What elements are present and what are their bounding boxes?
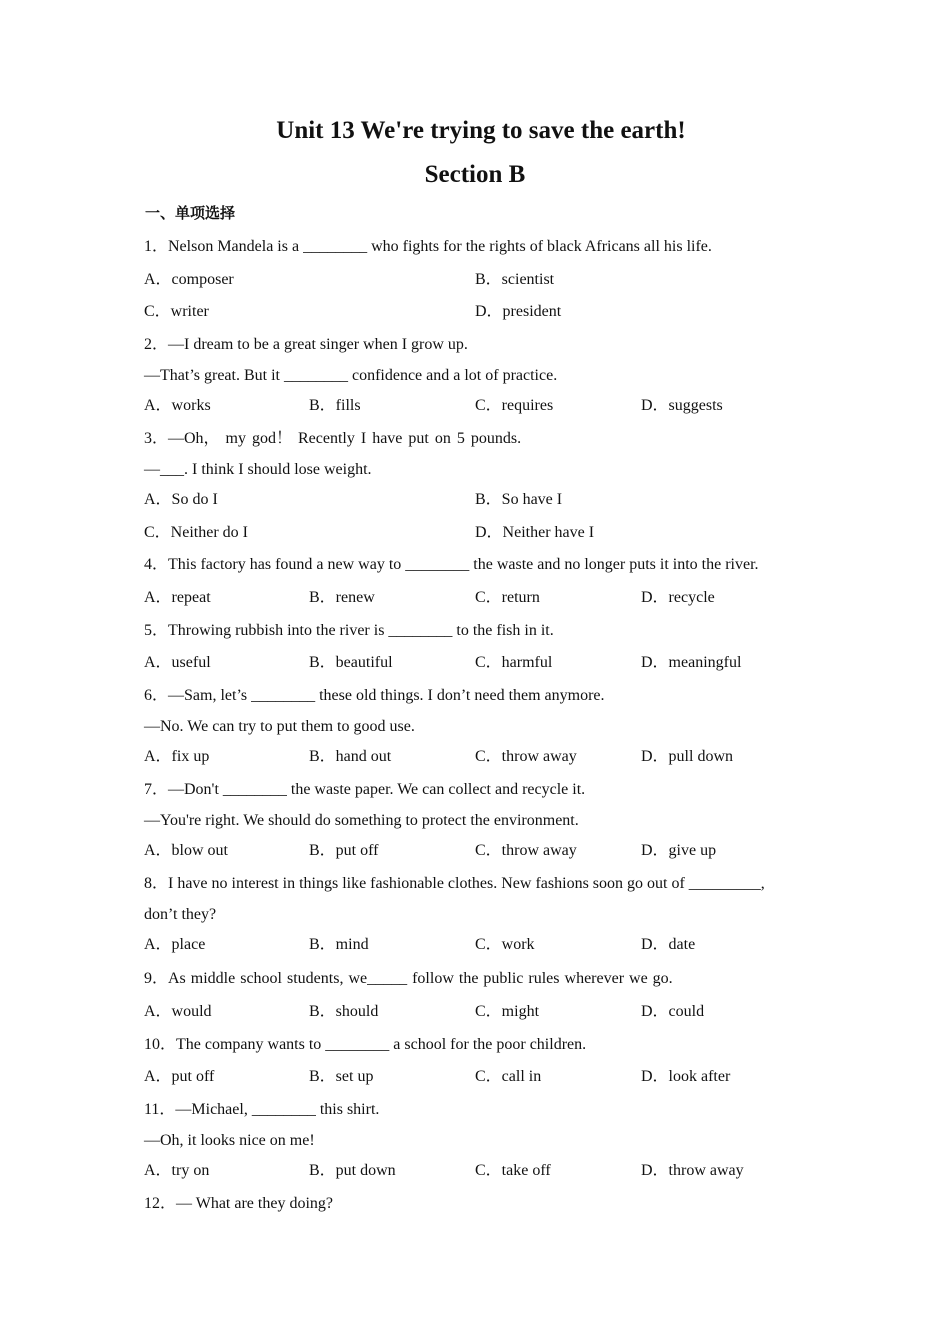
question-8-option-b: B．mind [309, 936, 369, 953]
question-4-option-b: B．renew [309, 589, 375, 606]
question-6-option-b: B．hand out [309, 748, 392, 765]
question-11-option-d: D．throw away [641, 1162, 744, 1179]
question-8-stem: 8．I have no interest in things like fashionable clothes. New fashions soon go out of _________, [144, 875, 765, 892]
question-2-option-c: C．requires [475, 397, 554, 414]
question-11-reply: —Oh, it looks nice on me! [144, 1132, 315, 1149]
question-4-option-d: D．recycle [641, 589, 715, 606]
question-1-option-b: B．scientist [475, 271, 555, 288]
question-5-option-b: B．beautiful [309, 654, 393, 671]
question-6-option-c: C．throw away [475, 748, 577, 765]
question-5-option-c: C．harmful [475, 654, 553, 671]
question-1-option-c: C．writer [144, 303, 209, 320]
question-3-reply: —___. I think I should lose weight. [144, 461, 372, 478]
question-10-option-d: D．look after [641, 1068, 731, 1085]
question-3-option-c: C．Neither do I [144, 524, 248, 541]
question-9-option-d: D．could [641, 1003, 705, 1020]
question-10-option-a: A．put off [144, 1068, 215, 1085]
question-11-option-c: C．take off [475, 1162, 551, 1179]
question-11-option-a: A．try on [144, 1162, 210, 1179]
question-7-option-c: C．throw away [475, 842, 577, 859]
question-7-option-d: D．give up [641, 842, 717, 859]
question-3-option-a: A．So do I [144, 491, 218, 508]
question-6-reply: —No. We can try to put them to good use. [144, 718, 415, 735]
question-7-reply: —You're right. We should do something to protect the environment. [144, 812, 579, 829]
page-title: Unit 13 We're trying to save the earth! [276, 117, 686, 144]
question-11-option-b: B．put down [309, 1162, 396, 1179]
question-3-stem: 3．—Oh， my god！ Recently I have put on 5 pounds. [144, 430, 522, 447]
question-1-option-a: A．composer [144, 271, 234, 288]
question-9-option-a: A．would [144, 1003, 212, 1020]
page-subtitle: Section B [424, 161, 526, 188]
question-10-stem: 10．The company wants to ________ a school for the poor children. [144, 1036, 587, 1053]
question-4-option-a: A．repeat [144, 589, 211, 606]
question-8-option-a: A．place [144, 936, 206, 953]
question-8-option-c: C．work [475, 936, 535, 953]
question-6-option-a: A．fix up [144, 748, 210, 765]
question-9-option-c: C．might [475, 1003, 540, 1020]
question-8-option-d: D．date [641, 936, 696, 953]
question-6-option-d: D．pull down [641, 748, 734, 765]
question-6-stem: 6．—Sam, let’s ________ these old things. I don’t need them anymore. [144, 687, 605, 704]
question-5-option-d: D．meaningful [641, 654, 742, 671]
question-4-stem: 4．This factory has found a new way to ________ the waste and no longer puts it into the river. [144, 556, 759, 573]
question-3-option-b: B．So have I [475, 491, 563, 508]
question-10-option-b: B．set up [309, 1068, 374, 1085]
question-2-stem: 2．—I dream to be a great singer when I grow up. [144, 336, 468, 353]
question-1-stem: 1．Nelson Mandela is a ________ who fights for the rights of black Africans all his life. [144, 238, 712, 255]
question-7-option-a: A．blow out [144, 842, 229, 859]
question-11-stem: 11．—Michael, ________ this shirt. [144, 1101, 380, 1118]
question-12-stem: 12．— What are they doing? [144, 1195, 333, 1212]
question-5-stem: 5．Throwing rubbish into the river is ________ to the fish in it. [144, 622, 554, 639]
question-5-option-a: A．useful [144, 654, 211, 671]
question-2-option-a: A．works [144, 397, 211, 414]
question-2-option-d: D．suggests [641, 397, 723, 414]
question-3-option-d: D．Neither have I [475, 524, 595, 541]
question-7-option-b: B．put off [309, 842, 379, 859]
question-10-option-c: C．call in [475, 1068, 542, 1085]
question-2-reply: —That’s great. But it ________ confidence and a lot of practice. [144, 367, 558, 384]
question-1-option-d: D．president [475, 303, 562, 320]
question-9-stem: 9．As middle school students, we_____ follow the public rules wherever we go. [144, 970, 673, 987]
question-8-stem-continued: don’t they? [144, 906, 217, 923]
section-heading: 一、单项选择 [145, 204, 236, 222]
question-9-option-b: B．should [309, 1003, 379, 1020]
question-2-option-b: B．fills [309, 397, 361, 414]
question-7-stem: 7．—Don't ________ the waste paper. We can collect and recycle it. [144, 781, 586, 798]
question-4-option-c: C．return [475, 589, 540, 606]
